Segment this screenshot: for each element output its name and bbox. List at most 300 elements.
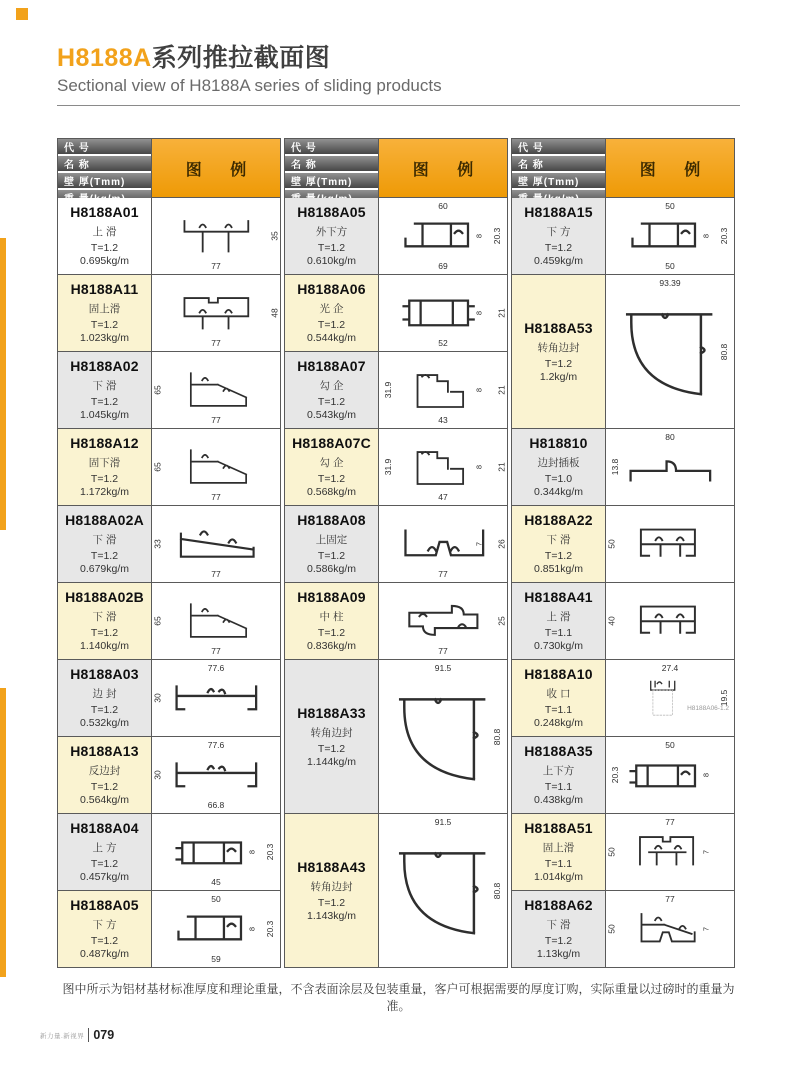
dimension-right: 20.3 [719, 227, 730, 245]
legend-drawing-cell [606, 660, 734, 736]
product-thick: T=1.2 [317, 319, 346, 331]
profile-drawing [379, 583, 507, 659]
product-name: 下 滑 [546, 534, 571, 546]
product-code: H8188A07 [297, 358, 366, 374]
dimension-bottom: 77 [211, 414, 221, 425]
legend-drawing-cell [606, 506, 734, 582]
profiles-table [57, 138, 735, 968]
product-code: H8188A35 [524, 743, 593, 759]
dimension-bottom: 50 [665, 260, 675, 271]
product-thick: T=1.2 [317, 242, 346, 254]
product-code: H8188A05 [297, 204, 366, 220]
header-label: 名 称 [285, 156, 378, 171]
legend-header: 图 例 [152, 139, 280, 197]
profile-drawing [152, 891, 280, 967]
product-thick: T=1.2 [317, 627, 346, 639]
dimension-right: 35 [269, 231, 280, 241]
legend-drawing-cell [152, 814, 280, 890]
product-weight: 0.344kg/m [533, 486, 584, 498]
product-code: H8188A33 [297, 704, 366, 721]
legend-drawing-cell [379, 429, 507, 505]
product-code: H8188A22 [524, 512, 593, 528]
product-name: 反边封 [88, 765, 121, 777]
profile-drawing [606, 814, 734, 890]
product-weight: 0.459kg/m [533, 255, 584, 267]
product-name: 中 柱 [319, 611, 344, 623]
corner-accent-square [16, 8, 28, 20]
left-edge-accent-bar [0, 238, 6, 530]
plate-profile-icon [623, 450, 718, 484]
legend-drawing-cell [152, 660, 280, 736]
product-name: 下 方 [92, 919, 117, 931]
dimension-right: 26 [496, 539, 507, 549]
dimension-bottom: 77 [211, 337, 221, 348]
product-thick: T=1.2 [90, 319, 119, 331]
product-code: H8188A10 [524, 666, 593, 682]
profile-drawing [379, 429, 507, 505]
profile-drawing [152, 583, 280, 659]
product-code: H8188A62 [524, 897, 593, 913]
legend-drawing-cell [152, 352, 280, 428]
product-label-cell [512, 737, 605, 813]
product-label-cell [512, 275, 605, 428]
profile-drawing [606, 660, 734, 736]
dimension-bottom: 77 [211, 645, 221, 656]
product-label-cell [58, 583, 151, 659]
product-code: H8188A11 [70, 281, 139, 297]
product-weight: 0.532kg/m [79, 717, 130, 729]
profile-column-group-1 [57, 138, 281, 968]
product-weight: 1.143kg/m [306, 909, 357, 922]
dimension-note: H8188A06-1.2 [687, 704, 729, 712]
dimension-inner: 8 [701, 772, 711, 778]
profile-drawing [606, 506, 734, 582]
corner-profile-icon [392, 839, 494, 941]
dimension-right: 80.8 [492, 728, 503, 745]
profile-drawing [152, 737, 280, 813]
product-thick: T=1.2 [90, 935, 119, 947]
product-label-cell [58, 275, 151, 351]
dimension-inner: 8 [247, 849, 257, 855]
legend-drawing-cell [152, 506, 280, 582]
legend-drawing-cell [606, 737, 734, 813]
product-thick: T=1.2 [90, 242, 119, 254]
profile-drawing [606, 198, 734, 274]
product-label-cell [58, 198, 151, 274]
dimension-bottom: 52 [438, 337, 448, 348]
dimension-right: 20.3 [265, 843, 276, 861]
header-label-stack [58, 139, 151, 197]
product-name: 下 方 [546, 226, 571, 238]
product-thick: T=1.2 [544, 357, 573, 370]
product-weight: 0.851kg/m [533, 563, 584, 575]
product-name: 下 滑 [92, 380, 117, 392]
product-label-cell [285, 814, 378, 967]
dimension-inner: 8 [247, 926, 257, 932]
product-name: 上 滑 [546, 611, 571, 623]
product-code: H8188A04 [70, 820, 139, 836]
product-label-cell [512, 814, 605, 890]
product-name: 勾 企 [319, 457, 344, 469]
product-thick: T=1.1 [544, 704, 573, 716]
product-thick: T=1.2 [544, 242, 573, 254]
product-weight: 0.568kg/m [306, 486, 357, 498]
dimension-left: 65 [152, 385, 163, 395]
product-thick: T=1.1 [544, 627, 573, 639]
legend-drawing-cell [606, 429, 734, 505]
cap-profile-icon [623, 677, 718, 720]
product-code: H8188A13 [70, 743, 139, 759]
product-code: H8188A06 [297, 281, 366, 297]
channel-profile-icon [169, 754, 264, 796]
profile-column-group-3 [511, 138, 735, 968]
product-weight: 0.487kg/m [79, 948, 130, 960]
product-name: 勾 企 [319, 380, 344, 392]
product-label-cell [512, 891, 605, 967]
product-thick: T=1.2 [90, 704, 119, 716]
product-thick: T=1.2 [317, 396, 346, 408]
product-code: H8188A05 [70, 897, 139, 913]
header-label: 名 称 [512, 156, 605, 171]
product-code: H8188A09 [297, 589, 366, 605]
footnote-text: 图中所示为铝材基材标准厚度和理论重量，不含表面涂层及包装重量，客户可根据需要的厚度订购，实际重量以过磅时的重量为准。 [62, 982, 735, 1013]
product-thick: T=1.1 [544, 781, 573, 793]
legend-drawing-cell [379, 506, 507, 582]
dimension-top: 77 [665, 817, 675, 827]
profile-drawing [152, 275, 280, 351]
title-series-code: H8188A [57, 44, 152, 72]
product-label-cell [512, 506, 605, 582]
product-weight: 0.438kg/m [533, 794, 584, 806]
slope-profile-icon [169, 446, 264, 489]
product-code: H8188A01 [70, 204, 139, 220]
product-label-cell [58, 660, 151, 736]
profile-drawing [606, 737, 734, 813]
dimension-bottom: 77 [211, 568, 221, 579]
dimension-right: 80.8 [719, 343, 730, 360]
dimension-inner: 7 [701, 926, 711, 932]
dimension-top: 50 [665, 201, 675, 211]
dimension-left: 30 [152, 770, 163, 780]
trackS-profile-icon [623, 600, 718, 643]
product-weight: 1.014kg/m [533, 871, 584, 883]
product-thick: T=1.2 [317, 550, 346, 562]
legend-drawing-cell [379, 814, 507, 967]
product-code: H8188A02A [65, 512, 144, 528]
title-rest: 系列推拉截面图 [151, 44, 331, 72]
dimension-inner: 7 [701, 849, 711, 855]
legend-drawing-cell [606, 583, 734, 659]
product-thick: T=1.2 [90, 473, 119, 485]
dimension-left: 33 [152, 539, 163, 549]
product-weight: 1.045kg/m [79, 409, 130, 421]
dimension-right: 21 [496, 462, 507, 472]
product-name: 下 滑 [546, 919, 571, 931]
dimension-inner: 8 [474, 233, 484, 239]
dimension-inner: 8 [474, 464, 484, 470]
product-thick: T=1.2 [317, 742, 346, 755]
profile-drawing [152, 506, 280, 582]
dimension-left: 65 [152, 462, 163, 472]
product-weight: 1.2kg/m [539, 370, 578, 383]
track-profile-icon [169, 215, 264, 258]
dimension-left: 40 [606, 616, 617, 626]
profile-drawing [152, 352, 280, 428]
product-label-cell [58, 506, 151, 582]
product-thick: T=1.2 [90, 396, 119, 408]
dimension-bottom: 77 [211, 260, 221, 271]
dimension-right: 25 [496, 616, 507, 626]
profile-drawing [379, 506, 507, 582]
product-label-cell [285, 583, 378, 659]
product-label-cell [285, 660, 378, 813]
dimension-top: 91.5 [434, 663, 452, 673]
header-label: 代 号 [285, 139, 378, 154]
dimension-bottom: 47 [438, 491, 448, 502]
product-label-cell [512, 660, 605, 736]
dimension-inner: 8 [474, 310, 484, 316]
product-code: H8188A43 [297, 858, 366, 875]
product-code: H8188A41 [524, 589, 593, 605]
dimension-top: 77.6 [207, 663, 225, 673]
dimension-bottom: 69 [438, 260, 448, 271]
dimension-top: 93.39 [659, 278, 681, 288]
product-name: 转角边封 [310, 880, 353, 893]
profile-drawing [379, 814, 507, 967]
product-name: 固下滑 [88, 457, 121, 469]
profile-drawing [152, 198, 280, 274]
product-label-cell [512, 583, 605, 659]
dimension-bottom: 77 [211, 491, 221, 502]
legend-drawing-cell [152, 275, 280, 351]
dimension-left: 65 [152, 616, 163, 626]
dimension-top: 60 [438, 201, 448, 211]
product-weight: 0.586kg/m [306, 563, 357, 575]
legend-header: 图 例 [606, 139, 734, 197]
legend-drawing-cell [379, 583, 507, 659]
product-label-cell [285, 429, 378, 505]
page-number: 079 [88, 1028, 114, 1042]
product-label-cell [512, 198, 605, 274]
dimension-left: 50 [606, 924, 617, 934]
product-weight: 1.172kg/m [79, 486, 130, 498]
profile-drawing [152, 429, 280, 505]
header-label: 名 称 [58, 156, 151, 171]
header-label-stack [512, 139, 605, 197]
dimension-bottom: 77 [438, 568, 448, 579]
dimension-top: 91.5 [434, 817, 452, 827]
dimension-right: 21 [496, 385, 507, 395]
product-thick: T=1.2 [544, 550, 573, 562]
product-code: H818810 [529, 435, 588, 451]
page-header [57, 44, 740, 106]
dimension-top: 80 [665, 432, 675, 442]
legend-drawing-cell [152, 429, 280, 505]
product-weight: 0.610kg/m [306, 255, 357, 267]
legend-drawing-cell [379, 352, 507, 428]
legend-drawing-cell [379, 275, 507, 351]
header-label: 壁 厚(Tmm) [512, 173, 605, 188]
product-thick: T=1.2 [90, 627, 119, 639]
product-name: 固上滑 [88, 303, 121, 315]
profile-drawing [606, 583, 734, 659]
product-code: H8188A15 [524, 204, 593, 220]
header-label: 代 号 [58, 139, 151, 154]
product-code: H8188A08 [297, 512, 366, 528]
product-label-cell [58, 814, 151, 890]
dimension-left: 31.9 [383, 381, 394, 399]
dimension-inner: 8 [474, 387, 484, 393]
product-name: 光 企 [319, 303, 344, 315]
header-label: 壁 厚(Tmm) [285, 173, 378, 188]
dimension-right: 48 [269, 308, 280, 318]
product-label-cell [285, 352, 378, 428]
product-weight: 1.144kg/m [306, 755, 357, 768]
product-label-cell [58, 737, 151, 813]
profile-drawing [152, 814, 280, 890]
boxnotch-profile-icon [169, 292, 264, 335]
profile-drawing [152, 660, 280, 736]
product-label-cell [512, 429, 605, 505]
page-title [57, 44, 740, 73]
product-weight: 0.248kg/m [533, 717, 584, 729]
product-thick: T=1.1 [544, 858, 573, 870]
dimension-right: 80.8 [492, 882, 503, 899]
profile-drawing [379, 660, 507, 813]
dimension-right: 19.5 [719, 689, 730, 707]
corner-profile-icon [392, 685, 494, 787]
profile-column-group-2 [284, 138, 508, 968]
dimension-right: 20.3 [265, 920, 276, 938]
dimension-top: 50 [211, 894, 221, 904]
product-thick: T=1.2 [317, 896, 346, 909]
slope-profile-icon [169, 600, 264, 643]
slopelow-profile-icon [169, 523, 264, 566]
dimension-left: 50 [606, 539, 617, 549]
legend-drawing-cell [379, 660, 507, 813]
dimension-bottom: 66.8 [207, 799, 225, 810]
profile-drawing [606, 891, 734, 967]
product-name: 转角边封 [537, 341, 580, 354]
product-code: H8188A07C [292, 435, 371, 451]
product-thick: T=1.2 [90, 858, 119, 870]
product-code: H8188A02 [70, 358, 139, 374]
dimension-inner: 8 [701, 233, 711, 239]
product-name: 边封插板 [537, 457, 580, 469]
dimension-bottom: 59 [211, 953, 221, 964]
profile-drawing [606, 429, 734, 505]
dimension-right: 20.3 [492, 227, 503, 245]
header-divider [57, 105, 740, 106]
product-name: 外下方 [315, 226, 348, 238]
profile-drawing [606, 275, 734, 428]
product-name: 上固定 [315, 534, 348, 546]
product-weight: 0.695kg/m [79, 255, 130, 267]
product-label-cell [285, 198, 378, 274]
product-name: 收 口 [546, 688, 571, 700]
legend-drawing-cell [606, 275, 734, 428]
trackS-profile-icon [623, 523, 718, 566]
dimension-left: 50 [606, 847, 617, 857]
product-code: H8188A03 [70, 666, 139, 682]
product-thick: T=1.2 [317, 473, 346, 485]
product-code: H8188A12 [70, 435, 139, 451]
product-label-cell [58, 352, 151, 428]
page-subtitle: Sectional view of H8188A series of sliding products [57, 75, 442, 95]
product-code: H8188A53 [524, 319, 593, 336]
product-label-cell [285, 506, 378, 582]
product-label-cell [58, 891, 151, 967]
legend-drawing-cell [152, 737, 280, 813]
dimension-top: 77 [665, 894, 675, 904]
product-name: 上 方 [92, 842, 117, 854]
product-weight: 0.730kg/m [533, 640, 584, 652]
legend-drawing-cell [152, 583, 280, 659]
header-label: 代 号 [512, 139, 605, 154]
product-thick: T=1.2 [90, 781, 119, 793]
product-name: 固上滑 [542, 842, 575, 854]
dimension-top: 50 [665, 740, 675, 750]
dimension-bottom: 43 [438, 414, 448, 425]
header-label-stack [285, 139, 378, 197]
legend-drawing-cell [152, 891, 280, 967]
page-footer [40, 1028, 114, 1042]
product-weight: 1.13kg/m [536, 948, 581, 960]
dimension-bottom: 77 [438, 645, 448, 656]
product-code: H8188A02B [65, 589, 144, 605]
dimension-top: 27.4 [661, 663, 679, 673]
product-weight: 1.140kg/m [79, 640, 130, 652]
header-label: 壁 厚(Tmm) [58, 173, 151, 188]
product-name: 转角边封 [310, 726, 353, 739]
left-edge-accent-bar [0, 688, 6, 977]
product-weight: 0.836kg/m [306, 640, 357, 652]
product-name: 上下方 [542, 765, 575, 777]
product-thick: T=1.2 [90, 550, 119, 562]
product-weight: 0.564kg/m [79, 794, 130, 806]
dimension-top: 77.6 [207, 740, 225, 750]
profile-drawing [379, 352, 507, 428]
legend-drawing-cell [379, 198, 507, 274]
legend-drawing-cell [152, 198, 280, 274]
dimension-left: 20.3 [610, 766, 621, 784]
product-weight: 1.023kg/m [79, 332, 130, 344]
legend-drawing-cell [606, 198, 734, 274]
legend-drawing-cell [606, 814, 734, 890]
channel-profile-icon [169, 677, 264, 719]
product-code: H8188A51 [524, 820, 593, 836]
product-label-cell [58, 429, 151, 505]
dimension-bottom: 45 [211, 876, 221, 887]
product-weight: 0.544kg/m [306, 332, 357, 344]
dimension-inner: 7 [474, 541, 484, 547]
product-name: 下 滑 [92, 534, 117, 546]
product-thick: T=1.0 [544, 473, 573, 485]
dimension-right: 21 [496, 308, 507, 318]
product-label-cell [285, 275, 378, 351]
dimension-left: 13.8 [610, 458, 621, 476]
product-name: 边 封 [92, 688, 117, 700]
legend-header: 图 例 [379, 139, 507, 197]
product-weight: 0.543kg/m [306, 409, 357, 421]
profile-drawing [379, 198, 507, 274]
corner-profile-icon [619, 300, 721, 402]
arrow-profile-icon [396, 600, 491, 643]
product-weight: 0.457kg/m [79, 871, 130, 883]
profile-drawing [379, 275, 507, 351]
slope-profile-icon [169, 369, 264, 412]
product-thick: T=1.2 [544, 935, 573, 947]
